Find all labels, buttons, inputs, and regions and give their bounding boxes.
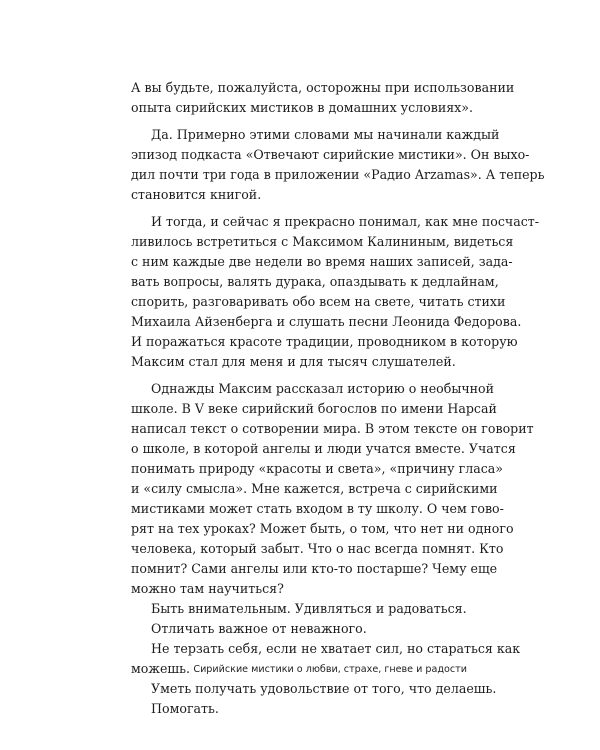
text-line: Помогать. — [151, 701, 219, 716]
text-line: можно там научиться? — [131, 581, 284, 596]
text-line: ливилось встретиться с Максимом Калининым, видеться — [131, 234, 514, 249]
text-line: помнит? Сами ангелы или кто-то постарше? Чему еще — [131, 561, 498, 576]
running-footer-title: Сирийские мистики о любви, страхе, гневе и радости — [193, 664, 467, 675]
text-line: становится книгой. — [131, 187, 262, 202]
paragraph — [131, 619, 481, 639]
text-line: спорить, разговаривать обо всем на свете, читать стихи — [131, 294, 506, 309]
paragraph — [131, 679, 497, 699]
text-line: дил почти три года в приложении «Радио Arzamas». А теперь — [131, 167, 545, 182]
text-line: и «силу смысла». Мне кажется, встреча с сирийскими — [131, 481, 498, 496]
text-line: Однажды Максим рассказал историю о необычной — [151, 381, 495, 396]
text-line: Не терзать себя, если не хватает сил, но стараться как — [151, 641, 521, 656]
text-line: мистиками может стать входом в ту школу. О чем гово- — [131, 501, 504, 516]
text-line: написал текст о сотворении мира. В этом тексте он говорит — [131, 421, 534, 436]
text-line: опыта сирийских мистиков в домашних условиях». — [131, 100, 473, 115]
text-line: Уметь получать удовольствие от того, что делаешь. — [151, 681, 497, 696]
paragraph — [131, 125, 545, 205]
body-text — [131, 78, 545, 719]
text-line: можешь. — [131, 661, 190, 676]
text-line: вать вопросы, валять дурака, опаздывать к дедлайнам, — [131, 274, 499, 289]
paragraph — [131, 379, 534, 599]
paragraph — [131, 699, 481, 719]
text-line: рят на тех уроках? Может быть, о том, что нет ни одного — [131, 521, 514, 536]
text-line: школе. В V веке сирийский богослов по имени Нарсай — [131, 401, 497, 416]
text-line: Отличать важное от неважного. — [151, 621, 367, 636]
text-line: эпизод подкаста «Отвечают сирийские мистики». Он выхо- — [131, 147, 530, 162]
text-line: И поражаться красоте традиции, проводником в которую — [131, 334, 518, 349]
paragraph — [131, 212, 540, 372]
text-line: понимать природу «красоты и света», «причину гласа» — [131, 461, 503, 476]
paragraph — [131, 599, 481, 619]
text-line: с ним каждые две недели во время наших записей, зада- — [131, 254, 513, 269]
text-line: Максим стал для меня и для тысяч слушателей. — [131, 354, 456, 369]
text-line: И тогда, и сейчас я прекрасно понимал, как мне посчаст- — [151, 214, 540, 229]
text-line: Михаила Айзенберга и слушать песни Леонида Федорова. — [131, 314, 522, 329]
paragraph — [131, 78, 515, 118]
text-line: Быть внимательным. Удивляться и радоваться. — [151, 601, 467, 616]
text-line: Да. Примерно этими словами мы начинали каждый — [151, 127, 500, 142]
text-line: о школе, в которой ангелы и люди учатся вместе. Учатся — [131, 441, 516, 456]
text-line: А вы будьте, пожалуйста, осторожны при использовании — [131, 80, 515, 95]
text-line: человека, который забыт. Что о нас всегда помнят. Кто — [131, 541, 504, 556]
